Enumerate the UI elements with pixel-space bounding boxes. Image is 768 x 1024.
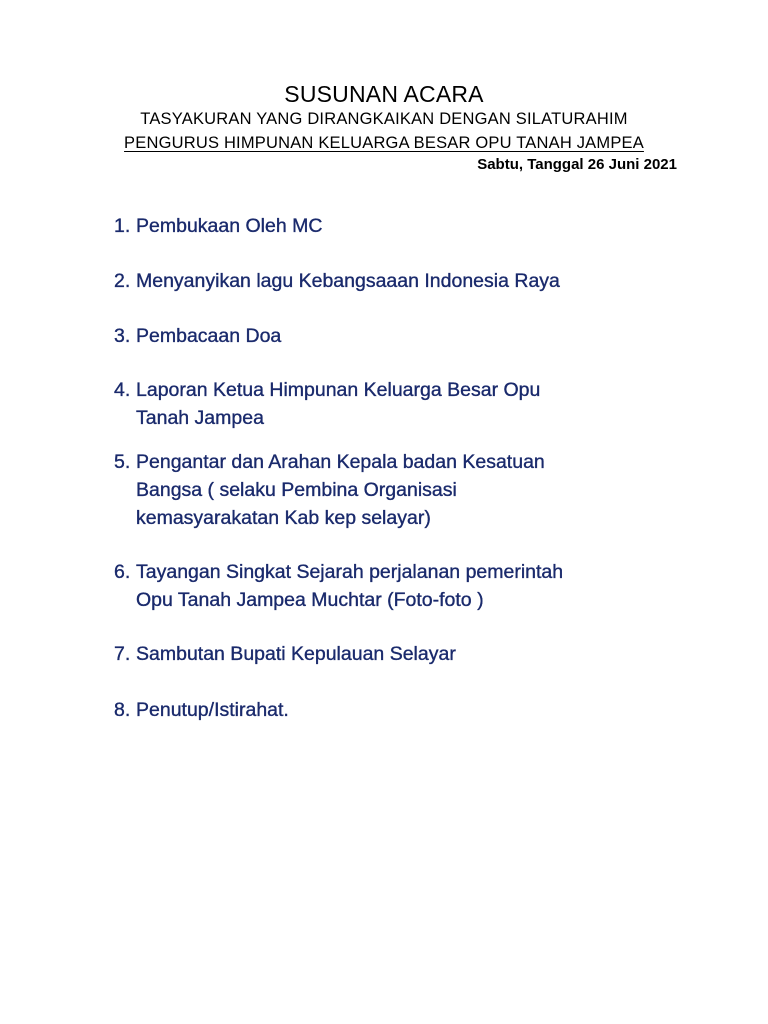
agenda-item-text: Laporan Ketua Himpunan Keluarga Besar Opu Tanah Jampea [136, 379, 541, 429]
agenda-item-text: Pembacaan Doa [136, 325, 282, 347]
document-subtitle-line2-wrapper [0, 134, 768, 153]
agenda-item-number: 1. [114, 215, 131, 237]
agenda-item-number: 8. [114, 699, 131, 721]
agenda-item-text: Tayangan Singkat Sejarah perjalanan pemerintah Opu Tanah Jampea Muchtar (Foto-foto ) [136, 561, 564, 611]
agenda-item-text: Penutup/Istirahat. [136, 699, 289, 721]
event-date: Sabtu, Tanggal 26 Juni 2021 [477, 156, 677, 173]
agenda-item-3 [114, 322, 674, 350]
agenda-item-2 [114, 267, 674, 295]
document-title: SUSUNAN ACARA [284, 81, 484, 107]
agenda-item-number: 3. [114, 325, 131, 347]
agenda-item-number: 4. [114, 379, 131, 401]
agenda-item-5 [114, 448, 674, 532]
agenda-item-text: Menyanyikan lagu Kebangsaaan Indonesia Raya [136, 270, 560, 292]
agenda-item-7 [114, 640, 674, 668]
agenda-item-number: 2. [114, 270, 131, 292]
agenda-item-number: 6. [114, 561, 131, 583]
agenda-item-1 [114, 212, 674, 240]
agenda-item-text: Pengantar dan Arahan Kepala badan Kesatuan Bangsa ( selaku Pembina Organisasi kemasyarakatan Kab kep selayar) [136, 451, 545, 529]
agenda-item-8 [114, 696, 674, 724]
agenda-item-text: Sambutan Bupati Kepulauan Selayar [136, 643, 456, 665]
document-subtitle-line1: TASYAKURAN YANG DIRANGKAIKAN DENGAN SILATURAHIM [140, 110, 628, 128]
agenda-item-number: 5. [114, 451, 131, 473]
document-subtitle-line2: PENGURUS HIMPUNAN KELUARGA BESAR OPU TANAH JAMPEA [124, 134, 644, 152]
agenda-item-text: Pembukaan Oleh MC [136, 215, 323, 237]
agenda-item-number: 7. [114, 643, 131, 665]
agenda-item-4 [114, 376, 674, 432]
agenda-item-6 [114, 558, 674, 614]
